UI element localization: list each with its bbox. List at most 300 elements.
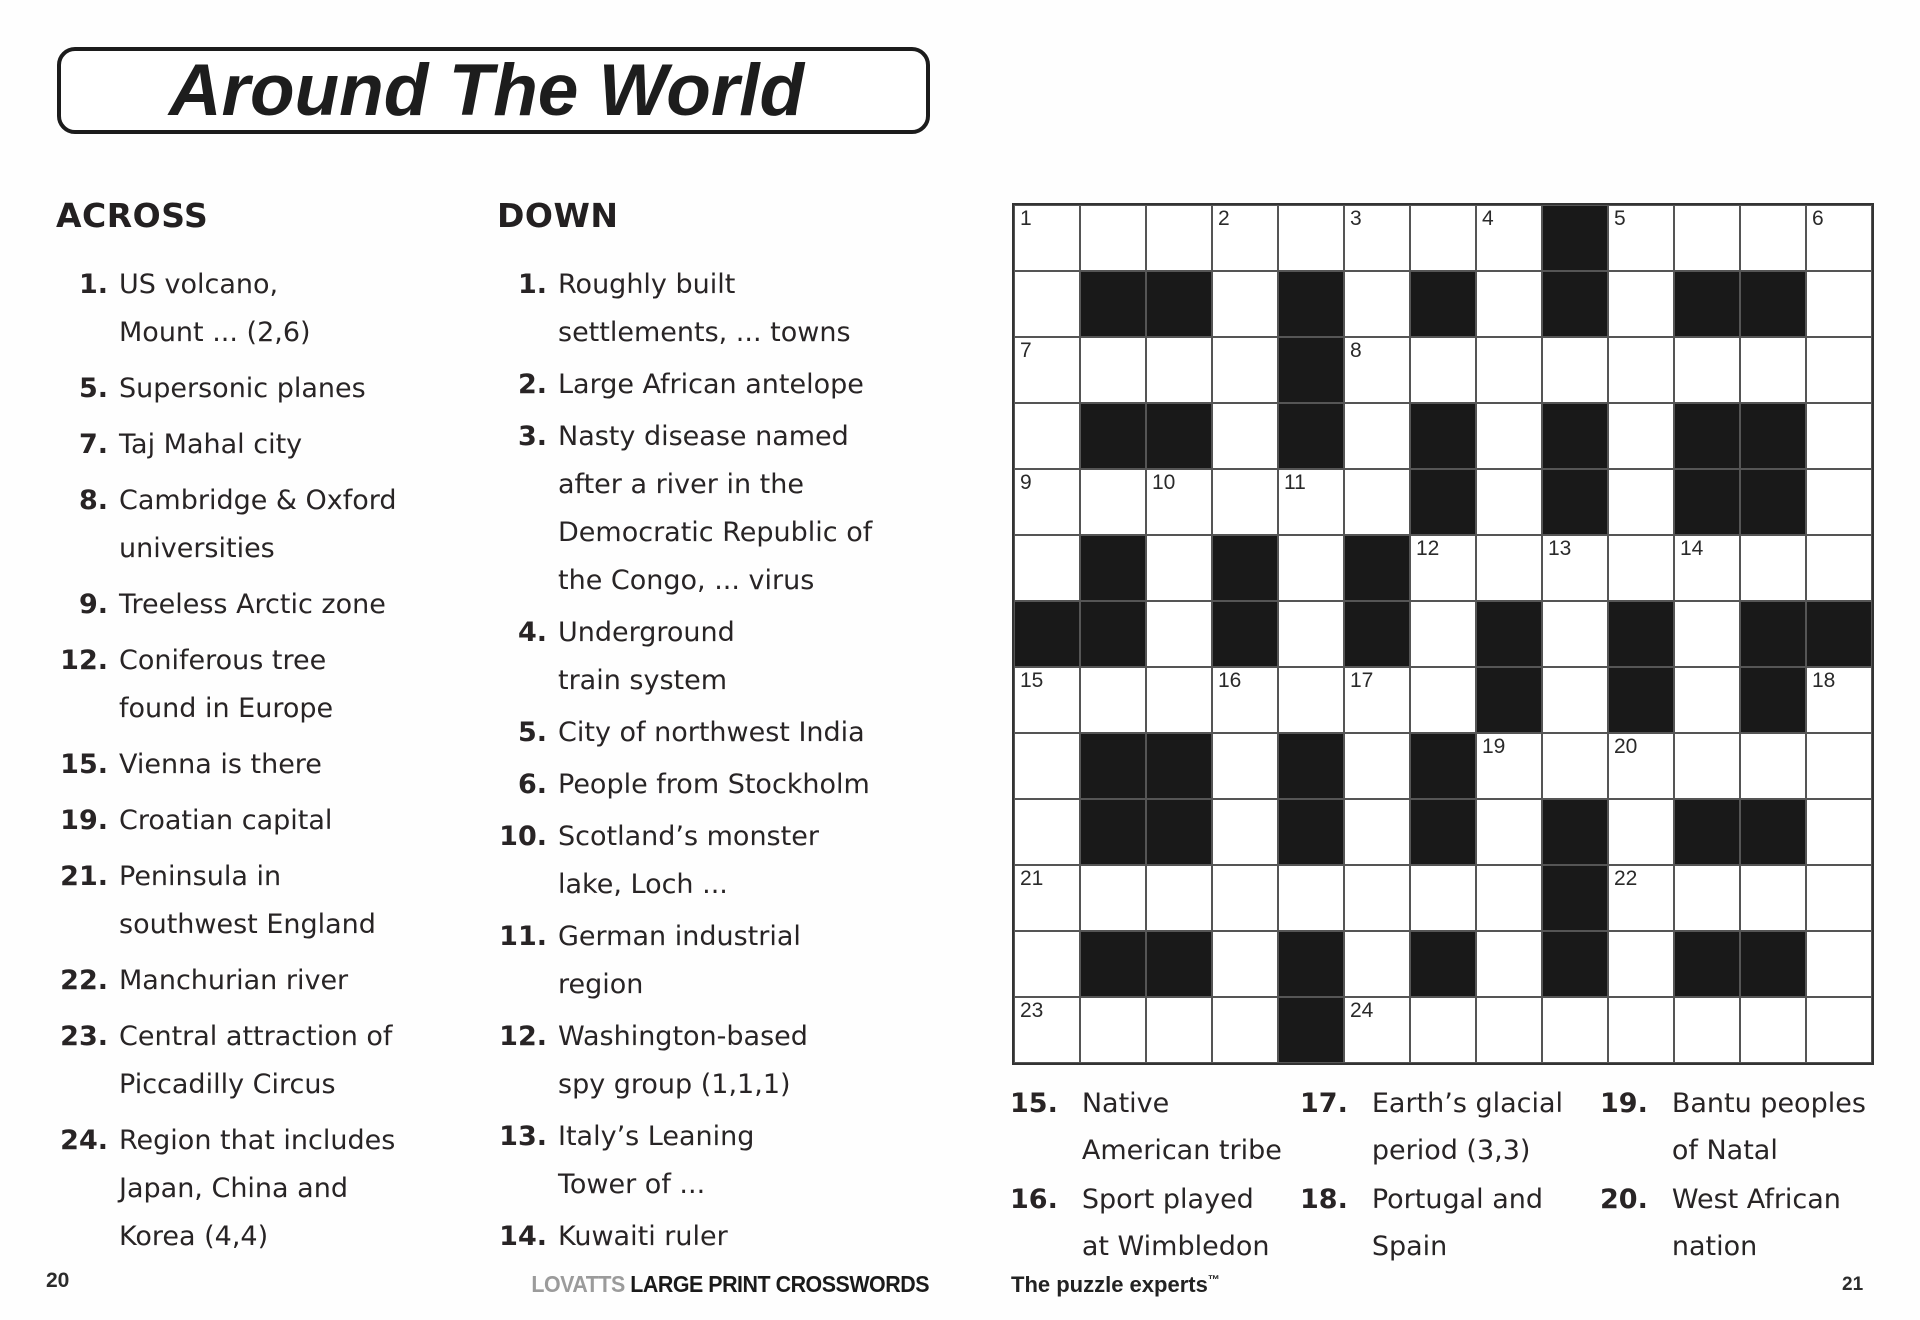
bottom-clue-18	[1300, 1176, 1600, 1270]
grid-cell-r7c12[interactable]	[1806, 667, 1872, 733]
cell-number: 10	[1152, 471, 1176, 494]
grid-cell-r4c10-black	[1674, 469, 1740, 535]
grid-cell-r3c8-black	[1542, 403, 1608, 469]
cell-number: 19	[1482, 735, 1506, 758]
grid-cell-r2c1[interactable]	[1080, 337, 1146, 403]
grid-cell-r12c2[interactable]	[1146, 997, 1212, 1063]
clue-number: 22.	[60, 965, 108, 996]
grid-cell-r10c5[interactable]	[1344, 865, 1410, 931]
grid-cell-r1c8-black	[1542, 271, 1608, 337]
across-clue-8	[56, 477, 486, 573]
grid-cell-r5c12[interactable]	[1806, 535, 1872, 601]
grid-cell-r10c4[interactable]	[1278, 865, 1344, 931]
clue-line: Cambridge & Oxford	[119, 485, 397, 516]
grid-cell-r10c0[interactable]	[1014, 865, 1080, 931]
grid-cell-r0c7[interactable]	[1476, 205, 1542, 271]
grid-cell-r7c7-black	[1476, 667, 1542, 733]
grid-cell-r1c9[interactable]	[1608, 271, 1674, 337]
clue-text	[119, 637, 333, 733]
clue-text	[558, 609, 735, 705]
grid-cell-r0c3[interactable]	[1212, 205, 1278, 271]
grid-cell-r9c10-black	[1674, 799, 1740, 865]
grid-cell-r0c8-black	[1542, 205, 1608, 271]
grid-cell-r2c8[interactable]	[1542, 337, 1608, 403]
grid-cell-r8c5[interactable]	[1344, 733, 1410, 799]
grid-cell-r5c10[interactable]	[1674, 535, 1740, 601]
cell-number: 21	[1020, 867, 1044, 890]
clue-text	[119, 957, 348, 1005]
grid-cell-r5c9[interactable]	[1608, 535, 1674, 601]
clue-line: Treeless Arctic zone	[119, 589, 386, 620]
clue-line: Native	[1081, 1088, 1170, 1119]
grid-cell-r9c2-black	[1146, 799, 1212, 865]
grid-cell-r7c3[interactable]	[1212, 667, 1278, 733]
grid-cell-r10c10[interactable]	[1674, 865, 1740, 931]
grid-cell-r4c6-black	[1410, 469, 1476, 535]
grid-cell-r1c11-black	[1740, 271, 1806, 337]
clue-text	[558, 913, 801, 1009]
clue-line: Coniferous tree	[119, 645, 327, 676]
clue-line: Spain	[1371, 1231, 1448, 1262]
grid-cell-r10c3[interactable]	[1212, 865, 1278, 931]
grid-cell-r2c5[interactable]	[1344, 337, 1410, 403]
clue-line: Tower of ...	[558, 1169, 706, 1200]
grid-cell-r3c5[interactable]	[1344, 403, 1410, 469]
grid-cell-r5c4[interactable]	[1278, 535, 1344, 601]
clue-number: 16.	[1010, 1184, 1058, 1215]
grid-cell-r0c6[interactable]	[1410, 205, 1476, 271]
clue-line: settlements, ... towns	[558, 317, 851, 348]
grid-cell-r11c7[interactable]	[1476, 931, 1542, 997]
bottom-clue-15	[1010, 1080, 1300, 1174]
grid-cell-r0c4[interactable]	[1278, 205, 1344, 271]
grid-cell-r11c5[interactable]	[1344, 931, 1410, 997]
cell-number: 7	[1020, 339, 1032, 362]
grid-cell-r10c2[interactable]	[1146, 865, 1212, 931]
grid-cell-r5c0[interactable]	[1014, 535, 1080, 601]
grid-cell-r0c11[interactable]	[1740, 205, 1806, 271]
grid-cell-r8c10[interactable]	[1674, 733, 1740, 799]
grid-cell-r4c0[interactable]	[1014, 469, 1080, 535]
clue-line: Italy’s Leaning	[558, 1121, 755, 1152]
cell-number: 15	[1020, 669, 1044, 692]
grid-cell-r1c6-black	[1410, 271, 1476, 337]
clue-text	[1372, 1176, 1543, 1270]
down-clue-3	[490, 413, 990, 605]
grid-cell-r2c0[interactable]	[1014, 337, 1080, 403]
cell-number: 9	[1020, 471, 1032, 494]
grid-cell-r0c1[interactable]	[1080, 205, 1146, 271]
grid-cell-r7c4[interactable]	[1278, 667, 1344, 733]
bottom-clue-16	[1010, 1176, 1300, 1270]
clue-number: 9.	[78, 589, 108, 620]
grid-cell-r4c8-black	[1542, 469, 1608, 535]
grid-cell-r9c0[interactable]	[1014, 799, 1080, 865]
grid-cell-r6c10[interactable]	[1674, 601, 1740, 667]
across-clue-5	[56, 365, 486, 413]
grid-cell-r8c2-black	[1146, 733, 1212, 799]
cell-number: 12	[1416, 537, 1440, 560]
grid-cell-r8c4-black	[1278, 733, 1344, 799]
across-clue-1	[56, 261, 486, 357]
clue-text	[558, 761, 870, 809]
grid-cell-r3c10-black	[1674, 403, 1740, 469]
grid-cell-r8c12[interactable]	[1806, 733, 1872, 799]
bottom-clue-17	[1300, 1080, 1600, 1174]
cell-number: 5	[1614, 207, 1626, 230]
clue-line: Croatian capital	[119, 805, 333, 836]
clue-line: City of northwest India	[558, 717, 865, 748]
grid-cell-r4c5[interactable]	[1344, 469, 1410, 535]
grid-cell-r4c1[interactable]	[1080, 469, 1146, 535]
grid-cell-r6c8[interactable]	[1542, 601, 1608, 667]
grid-cell-r5c2[interactable]	[1146, 535, 1212, 601]
grid-cell-r9c12[interactable]	[1806, 799, 1872, 865]
clue-line: Mount ... (2,6)	[119, 317, 311, 348]
clue-number: 18.	[1300, 1184, 1348, 1215]
grid-cell-r5c7[interactable]	[1476, 535, 1542, 601]
clue-line: at Wimbledon	[1081, 1231, 1270, 1262]
grid-cell-r10c7[interactable]	[1476, 865, 1542, 931]
grid-cell-r0c12[interactable]	[1806, 205, 1872, 271]
grid-cell-r2c9[interactable]	[1608, 337, 1674, 403]
clue-line: spy group (1,1,1)	[558, 1069, 791, 1100]
clue-line: Scotland’s monster	[558, 821, 819, 852]
clue-line: Bantu peoples	[1671, 1088, 1866, 1119]
clue-line: Kuwaiti ruler	[558, 1221, 728, 1252]
cell-number: 24	[1350, 999, 1374, 1022]
down-section	[490, 196, 990, 1265]
grid-cell-r8c7[interactable]	[1476, 733, 1542, 799]
clue-line: Portugal and	[1371, 1184, 1544, 1215]
clue-number: 24.	[60, 1125, 108, 1156]
clue-line: People from Stockholm	[558, 769, 870, 800]
clue-line: found in Europe	[119, 693, 334, 724]
grid-cell-r3c3[interactable]	[1212, 403, 1278, 469]
clue-text	[558, 1113, 754, 1209]
grid-cell-r6c4[interactable]	[1278, 601, 1344, 667]
grid-cell-r8c1-black	[1080, 733, 1146, 799]
clue-line: Vienna is there	[119, 749, 322, 780]
clue-text	[1672, 1080, 1866, 1174]
grid-cell-r4c2[interactable]	[1146, 469, 1212, 535]
grid-cell-r4c3[interactable]	[1212, 469, 1278, 535]
clue-text	[119, 1013, 392, 1109]
clue-number: 6.	[517, 769, 547, 800]
clue-number: 8.	[78, 485, 108, 516]
grid-cell-r7c6[interactable]	[1410, 667, 1476, 733]
grid-cell-r9c9[interactable]	[1608, 799, 1674, 865]
grid-cell-r11c12[interactable]	[1806, 931, 1872, 997]
cell-number: 2	[1218, 207, 1230, 230]
clue-text	[558, 709, 865, 757]
grid-cell-r6c2[interactable]	[1146, 601, 1212, 667]
grid-cell-r12c6[interactable]	[1410, 997, 1476, 1063]
clue-line: lake, Loch ...	[558, 869, 728, 900]
clue-line: West African	[1671, 1184, 1841, 1215]
grid-cell-r6c11-black	[1740, 601, 1806, 667]
bottom-clue-20	[1600, 1176, 1880, 1270]
grid-cell-r11c6-black	[1410, 931, 1476, 997]
down-clue-14	[490, 1213, 990, 1261]
grid-cell-r0c0[interactable]	[1014, 205, 1080, 271]
grid-cell-r9c4-black	[1278, 799, 1344, 865]
clue-number: 13.	[499, 1121, 547, 1152]
grid-cell-r6c5-black	[1344, 601, 1410, 667]
grid-cell-r11c9[interactable]	[1608, 931, 1674, 997]
grid-cell-r2c6[interactable]	[1410, 337, 1476, 403]
grid-cell-r10c11[interactable]	[1740, 865, 1806, 931]
grid-cell-r1c10-black	[1674, 271, 1740, 337]
grid-cell-r12c3[interactable]	[1212, 997, 1278, 1063]
grid-cell-r3c4-black	[1278, 403, 1344, 469]
grid-cell-r5c8[interactable]	[1542, 535, 1608, 601]
grid-cell-r1c3[interactable]	[1212, 271, 1278, 337]
grid-cell-r2c12[interactable]	[1806, 337, 1872, 403]
clue-line: Korea (4,4)	[119, 1221, 269, 1252]
grid-cell-r12c7[interactable]	[1476, 997, 1542, 1063]
clue-line: German industrial	[558, 921, 801, 952]
grid-cell-r6c1-black	[1080, 601, 1146, 667]
grid-cell-r1c0[interactable]	[1014, 271, 1080, 337]
across-section	[56, 196, 486, 1269]
down-clue-10	[490, 813, 990, 909]
clue-number: 10.	[499, 821, 547, 852]
grid-cell-r3c0[interactable]	[1014, 403, 1080, 469]
clue-line: train system	[558, 665, 728, 696]
grid-cell-r8c9[interactable]	[1608, 733, 1674, 799]
clue-text	[1372, 1080, 1563, 1174]
clue-number: 15.	[1010, 1088, 1058, 1119]
crossword-grid	[1012, 203, 1874, 1065]
cell-number: 3	[1350, 207, 1362, 230]
cell-number: 1	[1020, 207, 1032, 230]
grid-cell-r11c10-black	[1674, 931, 1740, 997]
cell-number: 23	[1020, 999, 1044, 1022]
grid-cell-r11c0[interactable]	[1014, 931, 1080, 997]
grid-cell-r5c1-black	[1080, 535, 1146, 601]
down-clue-12	[490, 1013, 990, 1109]
grid-cell-r8c0[interactable]	[1014, 733, 1080, 799]
grid-cell-r12c5[interactable]	[1344, 997, 1410, 1063]
clue-number: 4.	[517, 617, 547, 648]
across-clue-list	[56, 261, 486, 1261]
clue-line: the Congo, ... virus	[558, 565, 815, 596]
clue-number: 5.	[78, 373, 108, 404]
clue-number: 11.	[499, 921, 547, 952]
across-clue-23	[56, 1013, 486, 1109]
grid-cell-r7c0[interactable]	[1014, 667, 1080, 733]
grid-cell-r3c12[interactable]	[1806, 403, 1872, 469]
grid-cell-r9c7[interactable]	[1476, 799, 1542, 865]
grid-cell-r11c4-black	[1278, 931, 1344, 997]
page-number-left: 20	[46, 1269, 70, 1292]
grid-cell-r6c9-black	[1608, 601, 1674, 667]
clue-text	[558, 261, 851, 357]
clue-line: Peninsula in	[119, 861, 282, 892]
grid-cell-r1c1-black	[1080, 271, 1146, 337]
clue-text	[119, 853, 376, 949]
grid-cell-r1c5[interactable]	[1344, 271, 1410, 337]
grid-cell-r11c3[interactable]	[1212, 931, 1278, 997]
grid-cell-r0c9[interactable]	[1608, 205, 1674, 271]
clue-text	[558, 813, 819, 909]
across-clue-24	[56, 1117, 486, 1261]
clue-text	[119, 1117, 395, 1261]
clue-line: Central attraction of	[119, 1021, 393, 1052]
grid-cell-r0c10[interactable]	[1674, 205, 1740, 271]
clue-line: Manchurian river	[119, 965, 349, 996]
grid-cell-r7c5[interactable]	[1344, 667, 1410, 733]
grid-cell-r11c8-black	[1542, 931, 1608, 997]
clue-line: Japan, China and	[119, 1173, 348, 1204]
cell-number: 18	[1812, 669, 1836, 692]
grid-cell-r9c3[interactable]	[1212, 799, 1278, 865]
clue-number: 19.	[60, 805, 108, 836]
grid-cell-r2c7[interactable]	[1476, 337, 1542, 403]
grid-cell-r3c11-black	[1740, 403, 1806, 469]
grid-cell-r10c9[interactable]	[1608, 865, 1674, 931]
grid-cell-r7c1[interactable]	[1080, 667, 1146, 733]
grid-cell-r4c12[interactable]	[1806, 469, 1872, 535]
grid-cell-r7c11-black	[1740, 667, 1806, 733]
clue-number: 2.	[517, 369, 547, 400]
clue-line: Large African antelope	[558, 369, 864, 400]
across-clue-22	[56, 957, 486, 1005]
clue-line: Earth’s glacial	[1371, 1088, 1564, 1119]
clue-line: universities	[119, 533, 275, 564]
clue-text	[119, 581, 386, 629]
grid-cell-r9c5[interactable]	[1344, 799, 1410, 865]
clue-text	[119, 261, 311, 357]
bottom-clues-section	[1010, 1080, 1890, 1272]
grid-cell-r0c2[interactable]	[1146, 205, 1212, 271]
grid-cell-r9c6-black	[1410, 799, 1476, 865]
grid-cell-r4c11-black	[1740, 469, 1806, 535]
grid-cell-r10c1[interactable]	[1080, 865, 1146, 931]
grid-cell-r8c11[interactable]	[1740, 733, 1806, 799]
grid-cell-r5c6[interactable]	[1410, 535, 1476, 601]
clue-number: 3.	[517, 421, 547, 452]
grid-cell-r2c4-black	[1278, 337, 1344, 403]
clue-line: Sport played	[1081, 1184, 1254, 1215]
grid-cell-r3c9[interactable]	[1608, 403, 1674, 469]
grid-cell-r12c1[interactable]	[1080, 997, 1146, 1063]
clue-number: 19.	[1600, 1088, 1648, 1119]
tagline-text: The puzzle experts	[1011, 1272, 1208, 1297]
grid-cell-r0c5[interactable]	[1344, 205, 1410, 271]
grid-cell-r6c0-black	[1014, 601, 1080, 667]
grid-cell-r1c12[interactable]	[1806, 271, 1872, 337]
grid-cell-r7c9-black	[1608, 667, 1674, 733]
grid-cell-r9c1-black	[1080, 799, 1146, 865]
clue-line: Underground	[558, 617, 735, 648]
bottom-clue-19	[1600, 1080, 1880, 1174]
clue-line: US volcano,	[119, 269, 279, 300]
clue-line: Roughly built	[558, 269, 736, 300]
across-clue-12	[56, 637, 486, 733]
clue-line: after a river in the	[558, 469, 804, 500]
grid-cell-r8c3[interactable]	[1212, 733, 1278, 799]
clue-text	[1082, 1176, 1270, 1270]
clue-text	[1082, 1080, 1282, 1174]
grid-cell-r6c6[interactable]	[1410, 601, 1476, 667]
cell-number: 22	[1614, 867, 1638, 890]
clue-line: period (3,3)	[1371, 1135, 1531, 1166]
down-clue-list	[490, 261, 990, 1261]
grid-cell-r9c8-black	[1542, 799, 1608, 865]
bottom-clue-column-1	[1010, 1080, 1300, 1272]
clue-text	[558, 1213, 728, 1261]
down-clue-1	[490, 261, 990, 357]
puzzle-title: Around The World	[168, 50, 805, 131]
cell-number: 13	[1548, 537, 1572, 560]
grid-cell-r5c11[interactable]	[1740, 535, 1806, 601]
clue-number: 1.	[78, 269, 108, 300]
grid-cell-r7c8[interactable]	[1542, 667, 1608, 733]
clue-line: Piccadilly Circus	[119, 1069, 336, 1100]
cell-number: 14	[1680, 537, 1704, 560]
publisher-tagline	[1011, 1272, 1220, 1298]
grid-cell-r11c2-black	[1146, 931, 1212, 997]
clue-number: 14.	[499, 1221, 547, 1252]
across-clue-15	[56, 741, 486, 789]
cell-number: 8	[1350, 339, 1362, 362]
grid-cell-r4c4[interactable]	[1278, 469, 1344, 535]
grid-cell-r4c9[interactable]	[1608, 469, 1674, 535]
grid-cell-r12c12[interactable]	[1806, 997, 1872, 1063]
grid-cell-r7c2[interactable]	[1146, 667, 1212, 733]
across-clue-7	[56, 421, 486, 469]
grid-cell-r7c10[interactable]	[1674, 667, 1740, 733]
grid-cell-r10c6[interactable]	[1410, 865, 1476, 931]
puzzle-title-box	[57, 47, 930, 134]
grid-cell-r12c0[interactable]	[1014, 997, 1080, 1063]
brand-name: LOVATTS	[531, 1271, 625, 1297]
grid-cell-r8c8[interactable]	[1542, 733, 1608, 799]
grid-cell-r10c8-black	[1542, 865, 1608, 931]
grid-cell-r8c6-black	[1410, 733, 1476, 799]
grid-cell-r10c12[interactable]	[1806, 865, 1872, 931]
grid-cell-r12c9[interactable]	[1608, 997, 1674, 1063]
grid-cell-r12c8[interactable]	[1542, 997, 1608, 1063]
clue-line: Region that includes	[119, 1125, 396, 1156]
clue-line: southwest England	[119, 909, 376, 940]
clue-line: Supersonic planes	[119, 373, 366, 404]
grid-cell-r3c6-black	[1410, 403, 1476, 469]
grid-cell-r3c7[interactable]	[1476, 403, 1542, 469]
clue-number: 1.	[517, 269, 547, 300]
clue-number: 23.	[60, 1021, 108, 1052]
clue-text	[1672, 1176, 1841, 1270]
grid-cell-r2c11[interactable]	[1740, 337, 1806, 403]
across-clue-21	[56, 853, 486, 949]
clue-line: nation	[1671, 1231, 1758, 1262]
grid-cell-r12c4-black	[1278, 997, 1344, 1063]
grid-cell-r9c11-black	[1740, 799, 1806, 865]
clue-line: Taj Mahal city	[119, 429, 303, 460]
grid-cell-r2c10[interactable]	[1674, 337, 1740, 403]
down-clue-6	[490, 761, 990, 809]
grid-cell-r1c7[interactable]	[1476, 271, 1542, 337]
down-clue-4	[490, 609, 990, 705]
cell-number: 4	[1482, 207, 1494, 230]
grid-cell-r2c3[interactable]	[1212, 337, 1278, 403]
grid-cell-r4c7[interactable]	[1476, 469, 1542, 535]
grid-cell-r2c2[interactable]	[1146, 337, 1212, 403]
grid-cell-r12c10[interactable]	[1674, 997, 1740, 1063]
grid-cell-r12c11[interactable]	[1740, 997, 1806, 1063]
